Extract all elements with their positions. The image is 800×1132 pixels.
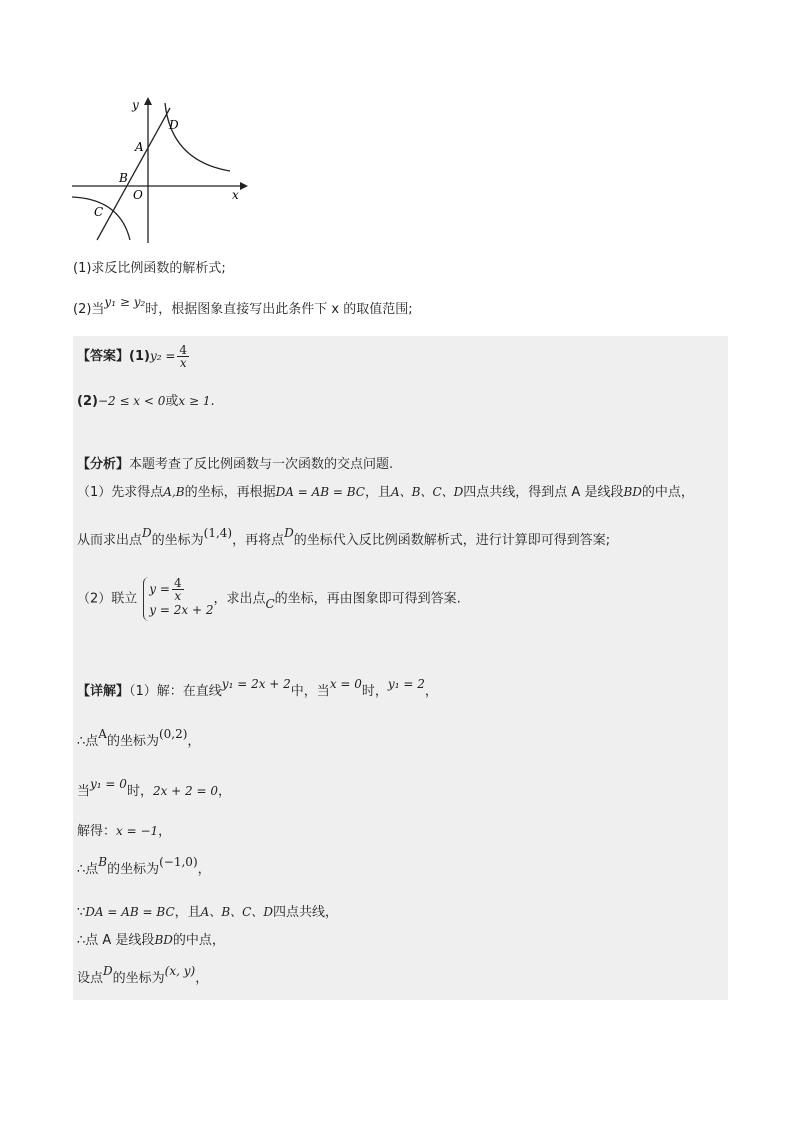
y-axis-arrow [144,97,152,105]
answer-line-1 [77,344,191,369]
origin-label: O [133,188,143,202]
question-part2-condition: y₁ ≥ y₂ [104,295,146,309]
system-eq-1-lhs: y = [149,582,170,596]
detail-d1-a: （1）解：在直线 [129,684,222,699]
detail-line-2 [77,727,201,749]
detail-d2-pt: A [98,727,107,741]
detail-d8-coord: (x, y) [164,964,196,978]
hyperbola-branch-q1 [165,103,230,171]
detail-line-3 [77,777,232,799]
analysis-label: 【分析】 [77,457,130,472]
detail-d2-b: 的坐标为 [106,734,159,749]
analysis-l1-e: 的中点， [641,485,694,500]
detail-d5-coord: (−1,0) [159,855,198,869]
detail-d1-d: ， [424,684,438,699]
analysis-l3-b: ，求出点 [213,591,266,607]
analysis-l2-pt2: D [284,526,294,540]
detail-d8-c: ， [195,971,209,986]
x-axis-label: x [232,188,239,202]
analysis-l1-c: ，且 [364,485,391,500]
point-label-a: A [135,140,144,154]
analysis-intro-text: 本题考查了反比例函数与一次函数的交点问题. [129,457,394,472]
detail-d6-pts: A、B、C、D [200,905,273,919]
analysis-l2-c: ，再将点 [232,533,285,548]
x-axis-arrow [240,182,248,190]
detail-d2-coord: (0,2) [158,727,188,741]
detail-line-8 [77,964,209,986]
detail-d3-eq: 2x + 2 = 0 [152,784,218,798]
detail-d1-c: 时， [361,684,388,699]
point-label-c: C [94,205,104,219]
analysis-l1-eq: DA = AB = BC [275,485,365,499]
question-part2-suffix: 时，根据图象直接写出此条件下 x 的取值范围; [145,302,413,317]
detail-d5-pt: B [98,855,108,869]
answer-part1-num: 4 [179,343,188,357]
line-y1 [97,108,170,240]
detail-line-5 [77,855,211,877]
equation-system [143,577,213,621]
detail-d3-b: 时， [126,784,153,799]
detail-d3-a: 当 [77,784,91,799]
detail-d3-c: ， [218,784,232,799]
analysis-line-1 [77,481,694,500]
detail-d8-b: 的坐标为 [112,971,165,986]
detail-d4-b: ， [158,824,172,839]
system-eq-2: y = 2x + 2 [149,603,214,617]
detail-d7-seg: BD [154,933,173,947]
detail-d5-b: 的坐标为 [107,862,160,877]
detail-d6-a: ∵ [77,905,86,920]
y-axis-label: y [132,98,139,112]
detail-d8-a: 设点 [77,971,104,986]
answer-part1-lhs: y₂ = [149,349,176,363]
detail-line-6 [77,901,338,920]
analysis-l1-a: （1）先求得点 [77,485,164,500]
analysis-l1-seg: BD [623,485,642,499]
answer-label: 【答案】 [77,349,130,364]
analysis-l3-c: 的坐标，再由图象即可得到答案. [274,591,461,607]
system-eq-1-den: x [172,589,184,602]
detail-d1-eq: y₁ = 2x + 2 [221,677,291,691]
analysis-l1-pts2: A、B、C、D [391,485,464,499]
analysis-intro [77,453,393,472]
detail-d7-a: ∴点 A 是线段 [77,933,155,948]
answer-part1-den: x [177,356,189,369]
detail-d4-eq: x = −1 [116,824,159,838]
detail-d8-pt: D [103,964,113,978]
detail-d2-c: ， [187,734,201,749]
detail-label: 【详解】 [77,684,130,699]
answer-part2-range: −2 ≤ x < 0 [97,394,166,408]
system-eq-1-num: 4 [173,576,182,590]
detail-d1-cond: x = 0 [329,677,362,691]
detail-d3-cond: y₁ = 0 [90,777,127,791]
analysis-l2-d: 的坐标代入反比例函数解析式，进行计算即可得到答案; [293,533,611,548]
answer-part2-end: . [210,394,215,409]
analysis-line-2 [77,526,611,548]
analysis-line-3 [77,577,461,621]
system-eq-1 [149,576,213,603]
analysis-l2-pt: D [142,526,152,540]
detail-d7-b: 的中点， [172,933,225,948]
detail-d5-c: ， [197,862,211,877]
detail-line-7 [77,929,225,948]
analysis-l2-a: 从而求出点 [77,533,143,548]
question-part2 [73,295,413,317]
point-label-d: D [169,118,179,132]
question-part2-prefix: (2)当 [73,302,105,317]
detail-d1-res: y₁ = 2 [387,677,425,691]
question-part1: (1)求反比例函数的解析式; [73,261,226,276]
detail-d6-eq: DA = AB = BC [85,905,175,919]
answer-part2-prefix: (2) [77,394,98,409]
answer-part2-or: 或 [165,394,179,409]
function-graph [68,95,248,245]
answer-part2-range2: x ≥ 1 [178,394,211,408]
detail-d6-c: 四点共线， [272,905,338,920]
analysis-l1-pts: A,B [163,485,185,499]
point-label-b: B [119,171,128,185]
analysis-l3-a: （2）联立 [77,591,138,607]
detail-line-1 [77,677,438,699]
detail-d1-b: 中，当 [290,684,330,699]
answer-line-2 [77,390,215,409]
analysis-l2-b: 的坐标为 [151,533,204,548]
detail-d2-a: ∴点 [77,734,99,749]
solution-block [73,336,728,1000]
analysis-l1-b: 的坐标，再根据 [184,485,276,500]
answer-part1-prefix: (1) [129,349,150,364]
analysis-l1-d: 四点共线，得到点 A 是线段 [463,485,624,500]
analysis-l3-pt: C [265,596,275,611]
analysis-l2-coord: (1,4) [203,526,233,540]
detail-d4-a: 解得： [77,824,117,839]
detail-d5-a: ∴点 [77,862,99,877]
detail-d6-b: ，且 [174,905,201,920]
detail-line-4 [77,820,171,839]
answer-part1-fraction [177,344,189,369]
